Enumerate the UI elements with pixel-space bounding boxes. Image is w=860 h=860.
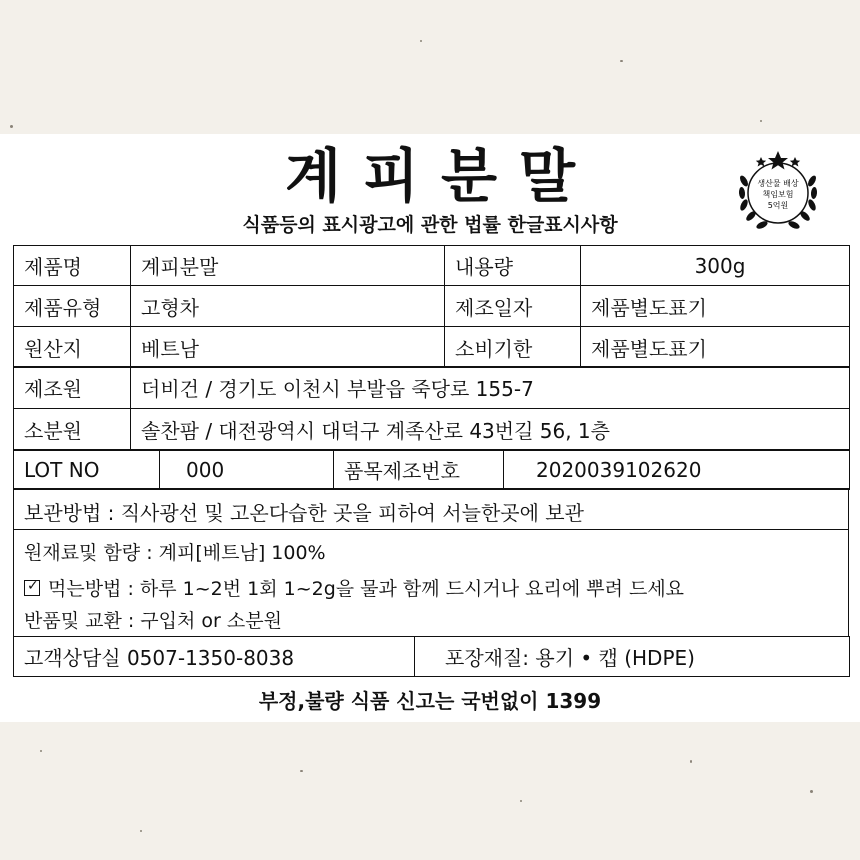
usage-text: 먹는방법 : 하루 1~2번 1회 1~2g을 물과 함께 드시거나 요리에 뿌려 드세요: [48, 578, 685, 600]
returns-text: 반품및 교환 : 구입처 or 소분원: [24, 610, 282, 632]
manufacture-date-value: 제품별도표기: [581, 286, 850, 327]
svg-text:생산물 배상: 생산물 배상: [757, 179, 799, 188]
checkbox-icon: ✓: [24, 580, 40, 596]
origin-label: 원산지: [14, 327, 131, 368]
product-title: 계피분말: [284, 142, 598, 210]
product-name-label: 제품명: [14, 246, 131, 286]
svg-text:책임보험: 책임보험: [762, 190, 794, 199]
manufacturer-label: 제조원: [14, 367, 131, 409]
svg-text:5억원: 5억원: [767, 201, 789, 210]
manufacturer-value: 더비건 / 경기도 이천시 부발읍 죽당로 155-7: [131, 367, 850, 409]
contact-table: [13, 636, 850, 677]
origin-value: 베트남: [131, 327, 445, 368]
manufacture-date-label: 제조일자: [445, 286, 581, 327]
net-content-value: 300g: [581, 246, 850, 286]
report-number-label: 품목제조번호: [334, 450, 504, 490]
ingredients-text: 원재료및 함량 : 계피[베트남] 100%: [24, 542, 326, 564]
insurance-seal-icon: [730, 145, 826, 241]
expiry-value: 제품별도표기: [581, 327, 850, 368]
product-type-value: 고형차: [131, 286, 445, 327]
label-subtitle: 식품등의 표시광고에 관한 법률 한글표시사항: [242, 214, 618, 236]
packaging-text: 포장재질: 용기 • 캡 (HDPE): [415, 637, 850, 677]
maker-table: [13, 366, 850, 451]
distributor-value: 솔찬팜 / 대전광역시 대덕구 계족산로 43번길 56, 1층: [131, 409, 850, 451]
contact-text: 고객상담실 0507-1350-8038: [14, 637, 415, 677]
product-type-label: 제품유형: [14, 286, 131, 327]
expiry-label: 소비기한: [445, 327, 581, 368]
lot-value: 000: [160, 450, 334, 490]
product-info-table: [13, 245, 850, 368]
lot-label: LOT NO: [14, 450, 160, 490]
product-name-value: 계피분말: [131, 246, 445, 286]
distributor-label: 소분원: [14, 409, 131, 451]
net-content-label: 내용량: [445, 246, 581, 286]
usage-line: [24, 574, 684, 601]
report-number-value: 2020039102620: [504, 450, 850, 490]
report-notice: 부정,불량 식품 신고는 국번없이 1399: [258, 689, 602, 713]
storage-text: 보관방법 : 직사광선 및 고온다습한 곳을 피하여 서늘한곳에 보관: [24, 501, 584, 525]
lot-table: [13, 449, 850, 490]
